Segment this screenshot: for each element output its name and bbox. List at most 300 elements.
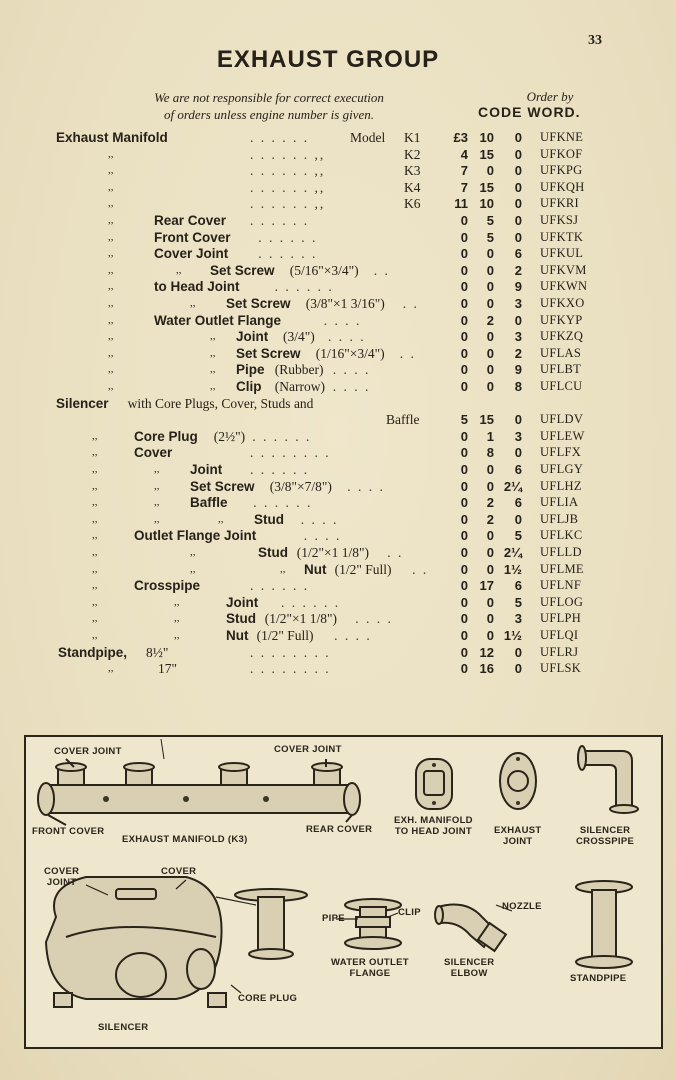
code-word: UFLDV bbox=[540, 412, 584, 427]
parts-row bbox=[0, 345, 676, 362]
price-shillings: 15 bbox=[479, 412, 494, 428]
exhaust-joint-drawing bbox=[500, 753, 536, 809]
parts-row bbox=[0, 378, 676, 395]
part-name: Set Screw bbox=[226, 296, 291, 311]
ditto-mark: ,, bbox=[92, 479, 98, 492]
label-clip: CLIP bbox=[398, 907, 421, 918]
price-shillings: 5 bbox=[486, 213, 494, 228]
part-spec: (1/2" Full) bbox=[256, 628, 314, 643]
standpipe-small-drawing bbox=[235, 889, 307, 959]
part-spec: (3/4") bbox=[283, 329, 315, 345]
price-shillings: 15 bbox=[479, 146, 494, 162]
price-pounds: 0 bbox=[460, 329, 468, 345]
label-head-joint: EXH. MANIFOLD TO HEAD JOINT bbox=[394, 815, 473, 837]
ditto-mark: ,, bbox=[108, 297, 114, 309]
part-name: Silencer bbox=[56, 395, 109, 411]
price-pence: 1½ bbox=[503, 628, 522, 643]
code-word: UFLBT bbox=[540, 362, 582, 377]
label-standpipe: STANDPIPE bbox=[570, 973, 627, 984]
price-pence: 0 bbox=[514, 412, 522, 428]
ditto-mark: ,, bbox=[190, 297, 196, 309]
price-pence: 9 bbox=[514, 279, 522, 295]
leader-dots: . . . . . . ,, bbox=[250, 146, 326, 162]
parts-row bbox=[0, 428, 676, 445]
label-water-outlet-flange: WATER OUTLET FLANGE bbox=[331, 957, 409, 979]
leader-dots: . . . . . . . . bbox=[250, 661, 331, 677]
crosspipe-drawing bbox=[578, 746, 638, 813]
ditto-mark: ,, bbox=[108, 147, 114, 160]
ditto-mark: ,, bbox=[92, 429, 98, 442]
part-spec: (5/16"×3/4") bbox=[289, 262, 359, 278]
leader-dots: . . . . . . ,, bbox=[250, 179, 326, 195]
part-name: Crosspipe bbox=[134, 578, 201, 594]
price-pounds: 0 bbox=[460, 545, 468, 560]
code-word: UFKZQ bbox=[540, 329, 584, 344]
price-pence: 0 bbox=[514, 146, 522, 162]
parts-row bbox=[0, 395, 676, 412]
ditto-mark: ,, bbox=[154, 463, 160, 475]
price-pence: 0 bbox=[514, 130, 522, 145]
ditto-mark: ,, bbox=[108, 330, 114, 343]
parts-row bbox=[0, 312, 676, 329]
price-shillings: 0 bbox=[486, 262, 494, 278]
price-pounds: 0 bbox=[460, 528, 468, 544]
part-spec: (3/8"×7/8") bbox=[269, 478, 332, 494]
price-pence: 0 bbox=[514, 661, 522, 677]
ditto-mark: ,, bbox=[108, 363, 114, 376]
price-shillings: 17 bbox=[479, 578, 494, 594]
label-nozzle: NOZZLE bbox=[502, 901, 542, 912]
ditto-mark: ,, bbox=[108, 346, 114, 359]
price-pounds: 0 bbox=[460, 644, 468, 660]
ditto-mark: ,, bbox=[92, 612, 98, 625]
leader-dots: . . bbox=[399, 345, 416, 361]
part-spec: (1/2"×1 1/8") bbox=[296, 545, 370, 560]
page-title: EXHAUST GROUP bbox=[216, 46, 440, 73]
part-name: Front Cover bbox=[154, 229, 231, 245]
code-word: UFLSK bbox=[540, 661, 582, 676]
price-shillings: 0 bbox=[486, 561, 494, 577]
price-shillings: 0 bbox=[486, 296, 494, 311]
model-number: K6 bbox=[404, 196, 421, 212]
code-word: UFLJB bbox=[540, 511, 579, 526]
price-pence: 0 bbox=[514, 312, 522, 328]
ditto-mark: ,, bbox=[92, 496, 98, 509]
part-name: Standpipe, bbox=[58, 644, 128, 660]
price-pence: 6 bbox=[514, 246, 522, 262]
label-exhaust-manifold: EXHAUST MANIFOLD (K3) bbox=[122, 834, 248, 845]
model-label: Model bbox=[350, 130, 386, 145]
code-word: UFLOG bbox=[540, 594, 584, 609]
label-cover: COVER bbox=[161, 866, 197, 877]
model-number: K3 bbox=[404, 163, 421, 179]
price-shillings: 0 bbox=[486, 379, 494, 394]
part-name: Stud bbox=[254, 511, 284, 527]
price-pounds: 11 bbox=[454, 196, 468, 212]
ditto-mark: ,, bbox=[92, 629, 98, 641]
price-pence: 2¼ bbox=[503, 478, 522, 494]
leader-dots: . . . . bbox=[355, 611, 393, 627]
price-shillings: 0 bbox=[486, 611, 494, 627]
leader-dots: . . . . . . . . bbox=[250, 445, 331, 461]
price-pence: 2¼ bbox=[503, 545, 522, 560]
price-pounds: 0 bbox=[460, 561, 468, 577]
ditto-mark: ,, bbox=[108, 380, 114, 392]
leader-dots: . . . . bbox=[347, 478, 385, 494]
code-word: UFKVM bbox=[540, 262, 587, 277]
price-pounds: 5 bbox=[460, 412, 468, 428]
leader-dots: . . . . bbox=[332, 362, 371, 378]
price-pounds: 0 bbox=[460, 445, 468, 461]
disclaimer-line-1: We are not responsible for correct execution bbox=[154, 90, 384, 105]
price-pence: 0 bbox=[514, 229, 522, 245]
parts-row bbox=[0, 129, 676, 146]
price-pounds: 0 bbox=[460, 213, 468, 228]
part-name: Cover Joint bbox=[154, 246, 229, 262]
leader-dots: . . . . . . bbox=[258, 229, 318, 245]
parts-row bbox=[0, 245, 676, 262]
parts-row bbox=[0, 195, 676, 212]
ditto-mark: ,, bbox=[174, 629, 180, 641]
price-shillings: 10 bbox=[479, 196, 494, 212]
leader-dots: . . . . bbox=[303, 528, 342, 544]
price-pence: 5 bbox=[514, 594, 522, 610]
ditto-mark: ,, bbox=[92, 546, 98, 558]
price-shillings: 12 bbox=[479, 644, 494, 660]
label-silencer-elbow: SILENCER ELBOW bbox=[444, 957, 495, 979]
model-number: K2 bbox=[404, 146, 421, 162]
ditto-mark: ,, bbox=[92, 579, 98, 592]
parts-row bbox=[0, 179, 676, 196]
parts-row bbox=[0, 278, 676, 295]
model-number: K4 bbox=[404, 179, 421, 195]
price-shillings: 0 bbox=[486, 594, 494, 610]
leader-dots: . . bbox=[387, 545, 404, 560]
ditto-mark: ,, bbox=[92, 595, 98, 608]
price-pounds: 0 bbox=[460, 628, 468, 643]
ditto-mark: ,, bbox=[108, 214, 114, 226]
leader-dots: . . . . . . ,, bbox=[250, 163, 326, 179]
parts-row bbox=[0, 411, 676, 428]
part-spec: (Narrow) bbox=[274, 379, 326, 394]
ditto-mark: ,, bbox=[154, 512, 160, 525]
part-name: Core Plug bbox=[134, 428, 198, 444]
code-word: UFKRI bbox=[540, 196, 580, 211]
price-pounds: 0 bbox=[460, 511, 468, 527]
price-shillings: 8 bbox=[486, 445, 494, 461]
model-number: K1 bbox=[404, 130, 421, 145]
leader-dots: . . . . . . bbox=[281, 594, 341, 610]
price-pounds: 0 bbox=[460, 312, 468, 328]
leader-dots: . . . . . . bbox=[250, 578, 310, 594]
parts-row bbox=[0, 594, 676, 611]
part-name: Pipe bbox=[236, 362, 265, 378]
parts-row bbox=[0, 660, 676, 677]
price-pounds: 0 bbox=[460, 478, 468, 494]
part-spec: 17" bbox=[158, 661, 178, 677]
price-shillings: 16 bbox=[479, 661, 494, 677]
price-pence: 0 bbox=[514, 196, 522, 212]
ditto-mark: ,, bbox=[190, 546, 196, 558]
disclaimer bbox=[104, 89, 434, 123]
part-name: Outlet Flange Joint bbox=[134, 528, 257, 544]
ditto-mark: ,, bbox=[174, 595, 180, 608]
price-shillings: 0 bbox=[486, 462, 494, 477]
price-pence: 3 bbox=[514, 296, 522, 311]
part-name: Water Outlet Flange bbox=[154, 312, 282, 328]
parts-row bbox=[0, 328, 676, 345]
price-shillings: 2 bbox=[486, 511, 494, 527]
price-pence: 1½ bbox=[503, 561, 522, 577]
price-shillings: 0 bbox=[486, 362, 494, 378]
part-name: Joint bbox=[236, 329, 269, 345]
water-outlet-flange-drawing bbox=[345, 899, 401, 949]
ditto-mark: ,, bbox=[108, 230, 114, 243]
leader-dots: . . bbox=[373, 262, 390, 278]
ditto-mark: ,, bbox=[108, 164, 114, 177]
leader-dots: . . . . . . bbox=[250, 462, 310, 477]
price-pence: 9 bbox=[514, 362, 522, 378]
part-spec: (2½") bbox=[213, 428, 246, 444]
leader-dots: . . . . . . ,, bbox=[250, 196, 326, 212]
ditto-mark: ,, bbox=[190, 562, 196, 575]
code-word: UFLLD bbox=[540, 545, 582, 559]
code-word: UFKQH bbox=[540, 179, 585, 194]
part-name: Nut bbox=[226, 628, 249, 643]
ditto-mark: ,, bbox=[108, 280, 114, 293]
price-shillings: 1 bbox=[486, 428, 494, 444]
part-name: to Head Joint bbox=[154, 279, 240, 295]
label-silencer: SILENCER bbox=[98, 1022, 149, 1033]
ditto-mark: ,, bbox=[92, 463, 98, 475]
price-pence: 0 bbox=[514, 511, 522, 527]
ditto-mark: ,, bbox=[108, 263, 114, 276]
code-word: UFLIA bbox=[540, 495, 579, 510]
ditto-mark: ,, bbox=[108, 247, 114, 260]
leader-dots: . . . . bbox=[332, 379, 371, 394]
leader-dots: . . . . bbox=[328, 329, 366, 345]
leader-dots: . . bbox=[412, 561, 429, 577]
price-shillings: 0 bbox=[486, 246, 494, 262]
price-pounds: 4 bbox=[460, 146, 468, 162]
parts-row bbox=[0, 262, 676, 279]
ditto-mark: ,, bbox=[92, 562, 98, 575]
code-word: UFLFX bbox=[540, 445, 582, 460]
part-name: Stud bbox=[226, 611, 256, 627]
price-pounds: 0 bbox=[460, 379, 468, 394]
ditto-mark: ,, bbox=[92, 446, 98, 459]
price-pence: 6 bbox=[514, 578, 522, 594]
ditto-mark: ,, bbox=[154, 479, 160, 492]
price-pence: 2 bbox=[514, 262, 522, 278]
leader-dots: . . . . . . bbox=[252, 428, 312, 444]
price-pounds: 7 bbox=[460, 179, 468, 195]
part-name-continued: Baffle bbox=[386, 412, 420, 428]
code-word: UFLGY bbox=[540, 462, 584, 476]
price-pounds: 0 bbox=[460, 262, 468, 278]
part-name: Set Screw bbox=[210, 262, 275, 278]
part-name: Baffle bbox=[190, 495, 228, 511]
price-shillings: 5 bbox=[486, 229, 494, 245]
code-word: UFLPH bbox=[540, 611, 582, 626]
code-word: UFKXO bbox=[540, 296, 585, 310]
code-word: UFKOF bbox=[540, 146, 583, 161]
label-exhaust-joint: EXHAUST JOINT bbox=[494, 825, 542, 847]
price-shillings: 0 bbox=[486, 478, 494, 494]
ditto-mark: ,, bbox=[92, 529, 98, 542]
part-spec: (1/2" Full) bbox=[334, 561, 392, 577]
price-pence: 0 bbox=[514, 644, 522, 660]
ditto-mark: ,, bbox=[210, 363, 216, 376]
price-shillings: 0 bbox=[486, 163, 494, 179]
price-shillings: 0 bbox=[486, 279, 494, 295]
part-name: Rear Cover bbox=[154, 213, 227, 228]
price-pence: 5 bbox=[514, 528, 522, 544]
disclaimer-line-2: of orders unless engine number is given. bbox=[163, 107, 375, 122]
part-name: Stud bbox=[258, 545, 288, 560]
ditto-mark: ,, bbox=[108, 180, 114, 193]
label-front-cover: FRONT COVER bbox=[32, 826, 105, 837]
ditto-mark: ,, bbox=[218, 512, 224, 525]
price-pence: 0 bbox=[514, 179, 522, 195]
code-word: UFLCU bbox=[540, 379, 583, 393]
price-shillings: 0 bbox=[486, 545, 494, 560]
price-pounds: 0 bbox=[460, 594, 468, 610]
parts-row bbox=[0, 610, 676, 627]
ditto-mark: ,, bbox=[176, 263, 182, 276]
ditto-mark: ,, bbox=[280, 562, 286, 575]
code-word: UFKYP bbox=[540, 312, 583, 327]
price-pounds: 0 bbox=[460, 578, 468, 594]
price-pounds: 0 bbox=[460, 462, 468, 477]
label-cover-joint-3: COVER JOINT bbox=[44, 866, 80, 888]
leader-dots: . . . . . . bbox=[274, 279, 334, 295]
price-pounds: 7 bbox=[460, 163, 468, 179]
ditto-mark: ,, bbox=[108, 197, 114, 210]
price-shillings: 0 bbox=[486, 528, 494, 544]
ditto-mark: ,, bbox=[210, 346, 216, 359]
price-pounds: £3 bbox=[453, 130, 468, 145]
part-spec: (3/8"×1 3/16") bbox=[305, 296, 385, 311]
price-pence: 0 bbox=[514, 445, 522, 461]
part-spec: (1/16"×3/4") bbox=[315, 345, 385, 361]
price-pence: 8 bbox=[514, 379, 522, 394]
ditto-mark: ,, bbox=[210, 330, 216, 343]
standpipe-large-drawing bbox=[576, 881, 632, 968]
price-shillings: 15 bbox=[479, 179, 494, 195]
parts-row bbox=[0, 478, 676, 495]
label-rear-cover: REAR COVER bbox=[306, 824, 373, 835]
code-word-header: CODE WORD. bbox=[478, 104, 581, 120]
price-pence: 3 bbox=[514, 611, 522, 627]
code-word: UFLAS bbox=[540, 345, 582, 360]
part-spec: (1/2"×1 1/8") bbox=[264, 611, 338, 627]
part-name: Exhaust Manifold bbox=[56, 130, 168, 145]
code-word: UFLHZ bbox=[540, 478, 582, 493]
leader-dots: . . . . . . bbox=[250, 130, 310, 145]
parts-row bbox=[0, 561, 676, 578]
parts-row bbox=[0, 212, 676, 229]
parts-row bbox=[0, 295, 676, 312]
price-pounds: 0 bbox=[460, 495, 468, 511]
parts-illustration bbox=[26, 737, 661, 1047]
part-spec: (Rubber) bbox=[274, 362, 324, 378]
parts-row bbox=[0, 627, 676, 644]
leader-dots: . . . . bbox=[334, 628, 372, 643]
price-pence: 6 bbox=[514, 462, 522, 477]
leader-dots: . . . . bbox=[300, 511, 339, 527]
price-shillings: 0 bbox=[486, 628, 494, 643]
parts-row bbox=[0, 644, 676, 661]
order-by-label: Order by bbox=[526, 89, 574, 104]
ditto-mark: ,, bbox=[108, 662, 114, 675]
part-name: Joint bbox=[226, 594, 259, 610]
code-word: UFLQI bbox=[540, 628, 579, 642]
code-word: UFLKC bbox=[540, 528, 583, 543]
price-shillings: 10 bbox=[479, 130, 494, 145]
label-cover-joint-2: COVER JOINT bbox=[274, 744, 342, 755]
price-pounds: 0 bbox=[460, 345, 468, 361]
code-word: UFLEW bbox=[540, 428, 585, 443]
price-shillings: 2 bbox=[486, 495, 494, 511]
code-word: UFKTK bbox=[540, 229, 584, 244]
code-word: UFKPG bbox=[540, 163, 583, 178]
code-word: UFLRJ bbox=[540, 644, 579, 659]
parts-row bbox=[0, 544, 676, 561]
parts-row bbox=[0, 146, 676, 163]
price-pence: 3 bbox=[514, 428, 522, 444]
parts-diagram bbox=[24, 735, 663, 1049]
price-pounds: 0 bbox=[460, 362, 468, 378]
ditto-mark: ,, bbox=[154, 496, 160, 509]
code-word: UFKUL bbox=[540, 246, 584, 261]
silencer-elbow-drawing bbox=[435, 905, 506, 951]
price-shillings: 2 bbox=[486, 312, 494, 328]
parts-row bbox=[0, 527, 676, 544]
leader-dots: . . bbox=[402, 296, 419, 311]
leader-dots: . . . . bbox=[323, 312, 362, 328]
code-word: UFLME bbox=[540, 561, 584, 576]
ditto-mark: ,, bbox=[108, 313, 114, 326]
part-spec: with Core Plugs, Cover, Studs and bbox=[127, 395, 314, 411]
leader-dots: . . . . . . . . bbox=[250, 644, 331, 660]
part-name: Nut bbox=[304, 561, 327, 577]
label-silencer-crosspipe: SILENCER CROSSPIPE bbox=[576, 825, 635, 847]
price-shillings: 0 bbox=[486, 329, 494, 345]
price-pence: 2 bbox=[514, 345, 522, 361]
part-name: Set Screw bbox=[236, 345, 301, 361]
parts-row bbox=[0, 229, 676, 246]
ditto-mark: ,, bbox=[210, 380, 216, 392]
label-core-plug: CORE PLUG bbox=[238, 993, 298, 1004]
parts-row bbox=[0, 577, 676, 594]
price-pounds: 0 bbox=[460, 246, 468, 262]
price-pounds: 0 bbox=[460, 611, 468, 627]
parts-row bbox=[0, 511, 676, 528]
part-name: Joint bbox=[190, 462, 223, 477]
silencer-drawing bbox=[46, 877, 226, 1007]
code-word: UFLNF bbox=[540, 578, 582, 593]
page-number: 33 bbox=[588, 33, 602, 48]
leader-dots: . . . . . . bbox=[253, 495, 313, 511]
price-pence: 0 bbox=[514, 163, 522, 179]
part-name: Set Screw bbox=[190, 478, 255, 494]
price-pence: 0 bbox=[514, 213, 522, 228]
parts-row bbox=[0, 461, 676, 478]
price-pounds: 0 bbox=[460, 428, 468, 444]
leader-dots: . . . . . . bbox=[250, 213, 310, 228]
label-pipe: PIPE bbox=[322, 913, 345, 924]
